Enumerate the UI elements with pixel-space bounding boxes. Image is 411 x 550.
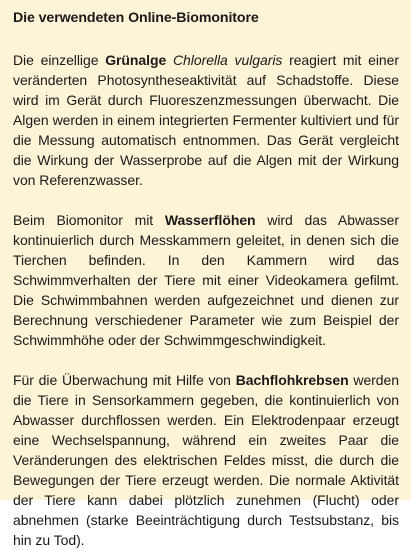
term-bachflohkrebse: Bachflohkrebsen xyxy=(235,372,349,388)
paragraph-text: Die einzellige xyxy=(13,52,106,68)
paragraph-algae xyxy=(13,50,399,190)
paragraph-text: wird das Abwasser kontinuierlich durch Messkammern geleitet, in denen sich die Tierchen befinden. In den Kammern wird das Schwimmverhalten der Tiere mit einer Videokamera gefilmt. Die Schwimmbahnen werden aufgezeichnet und dienen zur Berechnung verschiedener Parameter wie zum Beispiel der Schwimmhöhe oder der Schwimmgeschwindigkeit. xyxy=(13,212,399,348)
paragraph-text xyxy=(166,52,173,68)
species-name: Chlorella vulgaris xyxy=(172,52,283,68)
term-gruenalge: Grünalge xyxy=(105,52,167,68)
box-heading: Die verwendeten Online-Biomonitore xyxy=(13,10,259,26)
paragraph-text: reagiert mit einer veränderten Photosyntheseaktivität auf Schadstoffe. Diese wird im Gerät durch Fluoreszenzmessungen überwacht. Die Algen werden in einem integrierten Fermenter kultiviert und für die Messung automatisch entnommen. Das Gerät vergleicht die Wirkung der Wasserprobe auf die Algen mit der Wirkung von Referenzwasser. xyxy=(13,52,399,188)
paragraph-text: Für die Überwachung mit Hilfe von xyxy=(13,372,236,388)
paragraph-text: werden die Tiere in Sensorkammern gegeben, die kontinuierlich von Abwasser durchflossen werden. Ein Elektrodenpaar erzeugt eine Wechselspannung, während ein zweites Paar die Veränderungen des elektrischen Feldes misst, die durch die Bewegungen der Tiere erzeugt werden. Die normale Aktivität der Tiere kann dabei plötzlich zunehmen (Flucht) oder abnehmen (starke Beeinträchtigung durch Testsubstanz, bis hin zu Tod). xyxy=(13,372,399,548)
paragraph-amphipods xyxy=(13,370,399,550)
paragraph-text: Beim Biomonitor mit xyxy=(13,212,165,228)
paragraph-water-fleas xyxy=(13,210,399,350)
term-wasserfloehe: Wasserflöhen xyxy=(164,212,256,228)
